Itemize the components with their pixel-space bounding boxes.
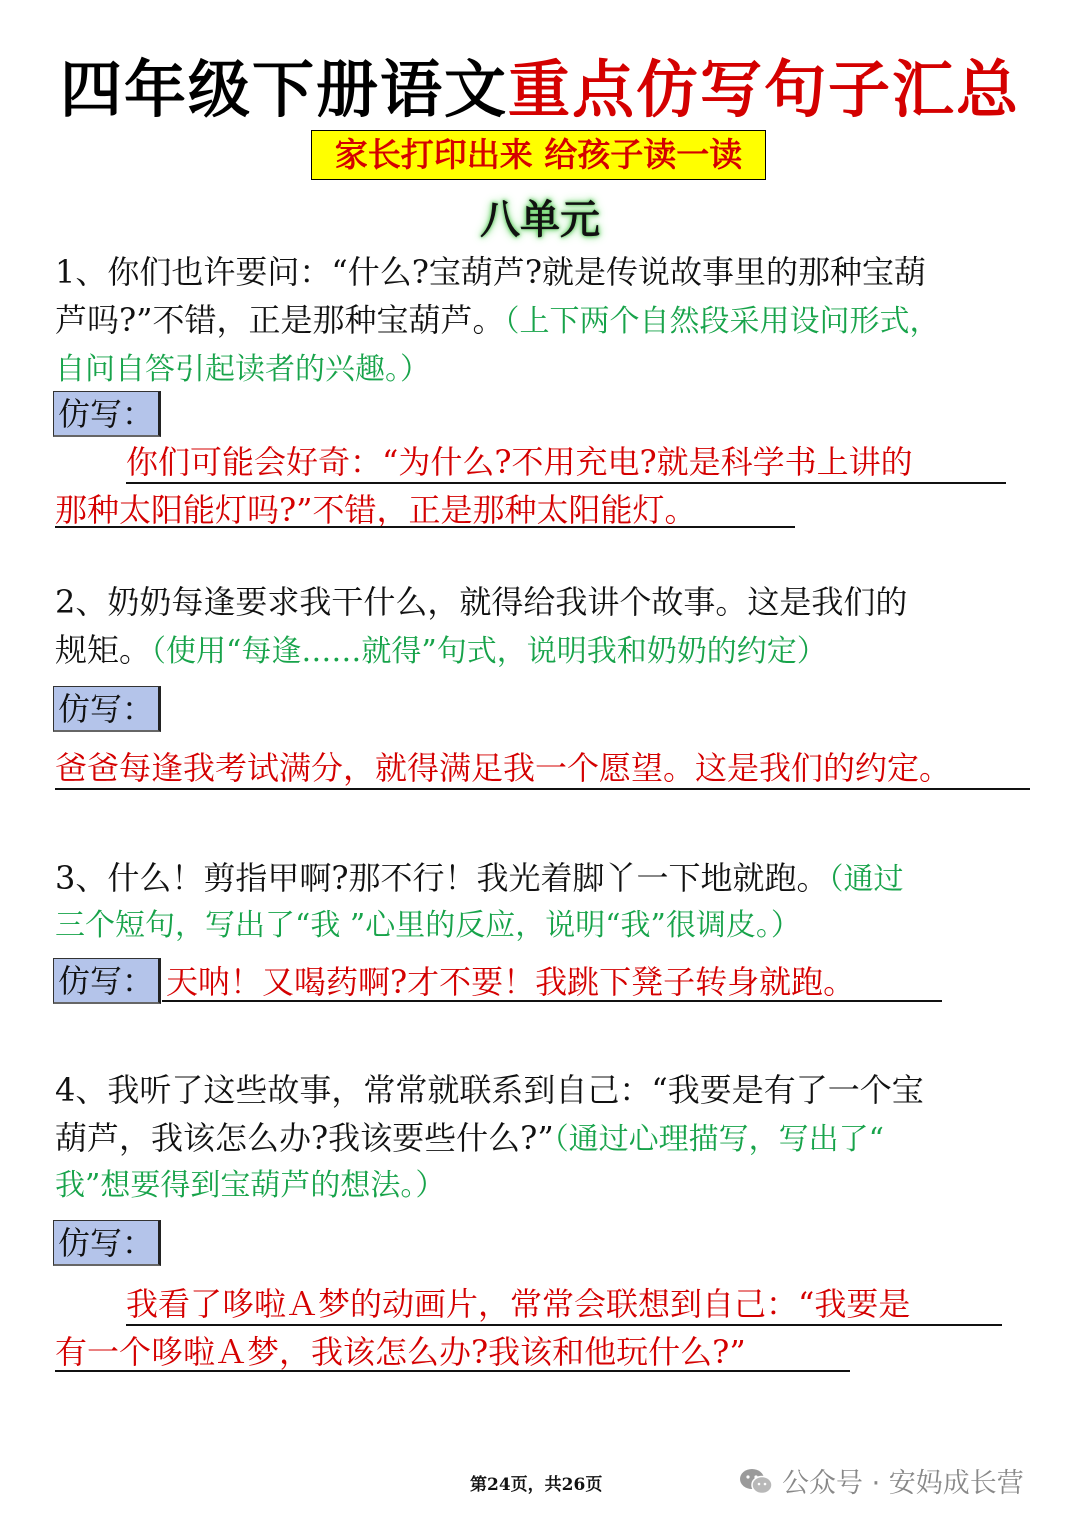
subtitle-banner: 家长打印出来 给孩子读一读 <box>311 130 766 180</box>
item-1-note: 自问自答引起读者的兴趣。） <box>55 352 430 387</box>
answer-underline <box>55 526 795 528</box>
item-1-answer-line-1: 你们可能会好奇：“为什么?不用充电?就是科学书上讲的 <box>126 443 913 481</box>
item-1-sentence: 芦吗?”不错，正是那种宝葫芦。 <box>55 301 505 339</box>
item-2-answer-line-1: 爸爸每逢我考试满分，就得满足我一个愿望。这是我们的约定。 <box>55 749 952 787</box>
item-3-note: （通过 <box>828 862 904 897</box>
answer-underline <box>126 1324 1002 1326</box>
item-3-line-1 <box>55 856 904 902</box>
item-4-note: 我”想要得到宝葫芦的想法。） <box>55 1168 446 1203</box>
item-2-line-2 <box>55 628 827 674</box>
item-1-sentence: 1、你们也许要问：“什么?宝葫芦?就是传说故事里的那种宝葫 <box>55 253 927 291</box>
item-2-sentence: 规矩。 <box>55 631 152 669</box>
page-number: 第24页，共26页 <box>470 1475 603 1495</box>
page-title <box>0 50 1080 130</box>
imitation-label: 仿写： <box>53 958 161 1004</box>
imitation-label: 仿写： <box>53 686 161 732</box>
imitation-label: 仿写： <box>53 391 161 437</box>
answer-underline <box>55 788 1030 790</box>
item-1-line-1 <box>55 250 926 294</box>
item-1-note: （上下两个自然段采用设问形式， <box>504 304 940 339</box>
item-4-line-2 <box>55 1116 884 1162</box>
answer-underline <box>162 1000 942 1002</box>
footer-brand: 公众号 · 安妈成长营 <box>782 1468 1024 1499</box>
title-black-part: 四年级下册语文 <box>59 53 508 126</box>
item-1-answer-line-2: 那种太阳能灯吗?”不错，正是那种太阳能灯。 <box>55 491 697 529</box>
item-3-line-2 <box>55 902 801 948</box>
unit-heading: 八单元 <box>480 196 600 243</box>
item-4-line-3 <box>55 1162 445 1208</box>
item-3-sentence: 3、什么！剪指甲啊?那不行！我光着脚丫一下地就跑。 <box>55 859 829 897</box>
item-4-answer-line-1: 我看了哆啦Ａ梦的动画片，常常会联想到自己：“我要是 <box>126 1285 911 1323</box>
item-2-note: （使用“每逢……就得”句式，说明我和奶奶的约定） <box>151 634 827 669</box>
item-1-line-2 <box>55 298 940 344</box>
imitation-label: 仿写： <box>53 1220 161 1266</box>
item-4-answer-line-2: 有一个哆啦Ａ梦，我该怎么办?我该和他玩什么?” <box>55 1333 746 1371</box>
answer-underline <box>55 1370 850 1372</box>
item-4-note: （通过心理描写，写出了“ <box>553 1122 885 1157</box>
answer-underline <box>126 482 1006 484</box>
wechat-icon <box>738 1466 774 1498</box>
title-red-part: 重点仿写句子汇总 <box>508 53 1021 126</box>
item-4-line-1 <box>55 1068 924 1112</box>
item-4-sentence: 4、我听了这些故事，常常就联系到自己：“我要是有了一个宝 <box>55 1071 924 1109</box>
item-3-answer-line-1: 天呐！又喝药啊?才不要！我跳下凳子转身就跑。 <box>166 963 856 1001</box>
item-2-sentence: 2、奶奶每逢要求我干什么，就得给我讲个故事。这是我们的 <box>55 583 908 621</box>
item-1-line-3 <box>55 346 430 392</box>
item-4-sentence: 葫芦，我该怎么办?我该要些什么?” <box>55 1119 554 1157</box>
item-3-note: 三个短句，写出了“我 ”心里的反应，说明“我”很调皮。） <box>55 908 801 943</box>
item-2-line-1 <box>55 580 907 624</box>
